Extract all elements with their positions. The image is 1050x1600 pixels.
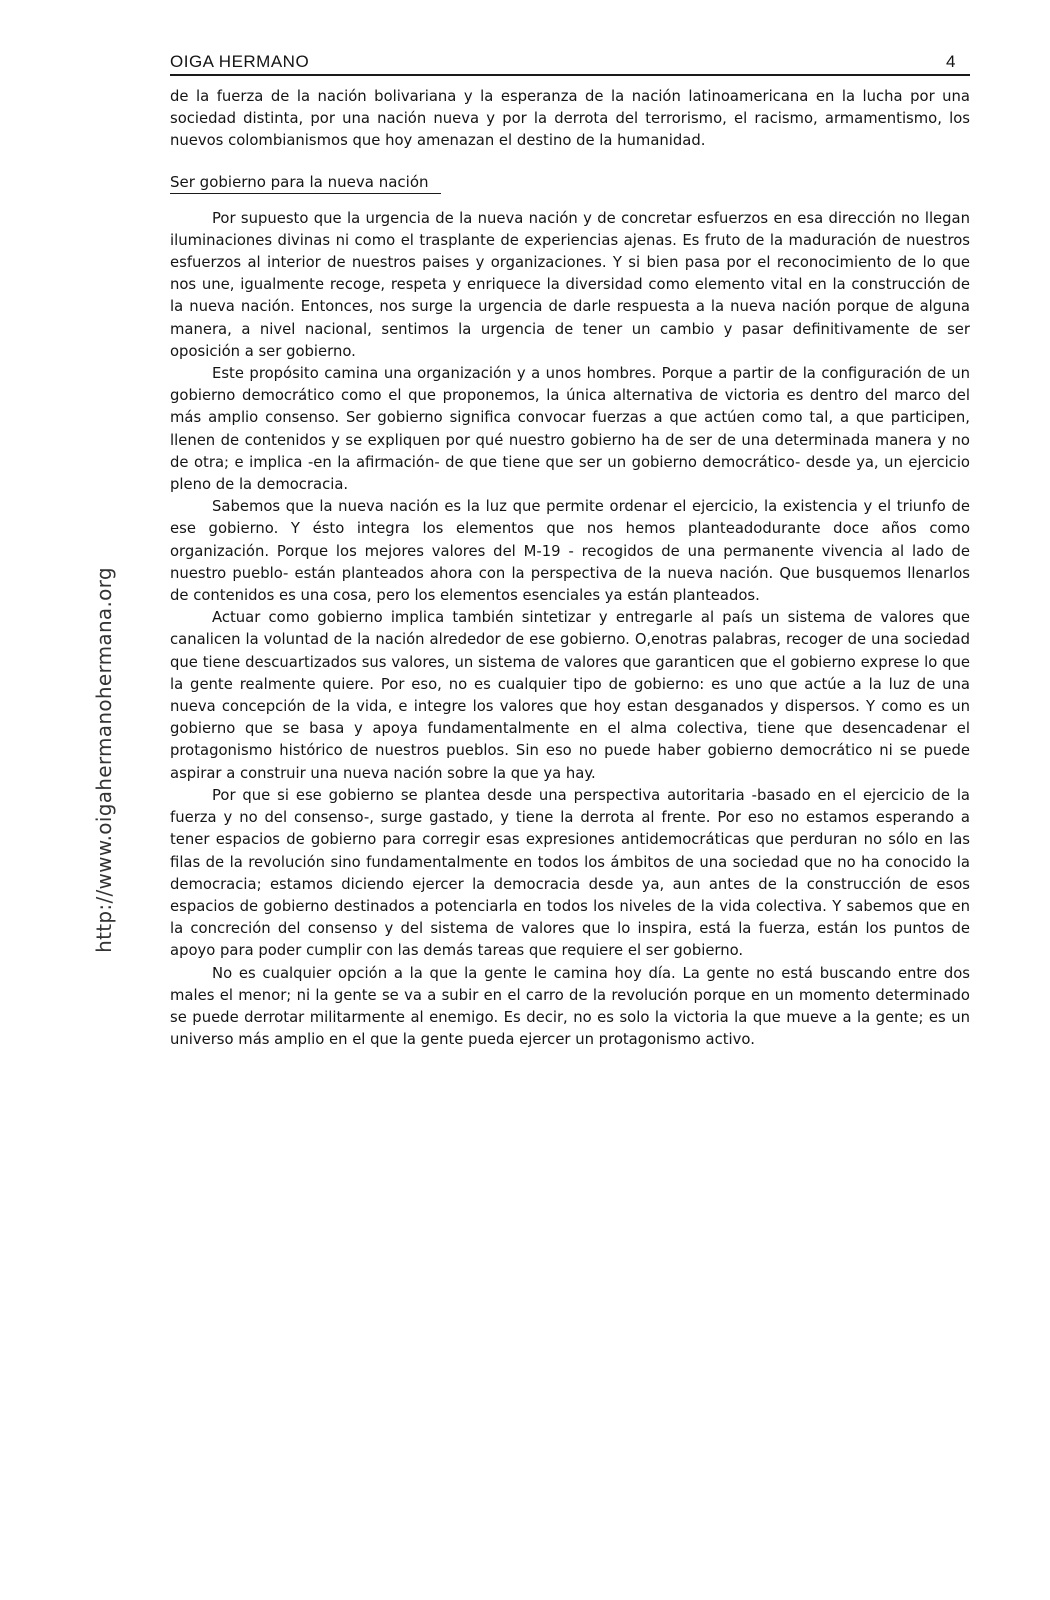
section-heading: Ser gobierno para la nueva nación bbox=[170, 171, 441, 194]
page-header bbox=[170, 52, 970, 76]
body-paragraph-5: Por que si ese gobierno se plantea desde una perspectiva autoritaria -basado en el ejercicio de la fuerza y no del consenso-, surge gastado, y tiene la derrota al frente. Por eso no estamos esperando a tener espacios de gobierno para corregir esas expresiones antidemocráticas que perduran no sólo en las filas de la revolución sino fundamentalmente en todos los ámbitos de una sociedad que no ha conocido la democracia; estamos diciendo ejercer la democracia desde ya, aun antes de la construcción de esos espacios de gobierno destinados a potenciarla en todos los niveles de la vida colectiva. Y sabemos que en la concreción del consenso y del sistema de valores que lo inspira, está la fuerza, están los puntos de apoyo para poder cumplir con las demás tareas que requiere el ser gobierno. bbox=[170, 786, 970, 960]
watermark-url: http://www.oigahermanohermana.org bbox=[92, 567, 116, 953]
body-paragraph-6: No es cualquier opción a la que la gente le camina hoy día. La gente no está buscando entre dos males el menor; ni la gente se va a subir en el carro de la revolución porque en un momento determinado se puede derrotar militarmente al enemigo. Es decir, no es solo la victoria la que mueve a la gente; es un universo más amplio en el que la gente pueda ejercer un protagonismo activo. bbox=[170, 964, 970, 1049]
running-title: OIGA HERMANO bbox=[170, 52, 310, 71]
body-paragraph-3: Sabemos que la nueva nación es la luz que permite ordenar el ejercicio, la existencia y el triunfo de ese gobierno. Y ésto integra los elementos que nos hemos planteadodurante doce años como organización. Porque los mejores valores del M-19 - recogidos de una permanente vivencia al lado de nuestro pueblo- están planteados ahora con la perspectiva de la nueva nación. Que busquemos llenarlos de contenidos es una cosa, pero los elementos esenciales ya están planteados. bbox=[170, 498, 970, 605]
body-paragraph-2: Este propósito camina una organización y a unos hombres. Porque a partir de la configuración de un gobierno democrático como el que proponemos, la única alternativa de victoria es dentro del marco del más amplio consenso. Ser gobierno significa convocar fuerzas a que actúen como tal, a que participen, llenen de contenidos y se expliquen por qué nuestro gobierno ha de ser de una determinada manera y no de otra; e implica -en la afirmación- de que tiene que ser un gobierno democrático- desde ya, un ejercicio pleno de la democracia. bbox=[170, 365, 970, 494]
intro-paragraph: de la fuerza de la nación bolivariana y la esperanza de la nación latinoamericana en la lucha por una sociedad distinta, por una nación nueva y por la derrota del terrorismo, el racismo, armamentismo, los nuevos colombianismos que hoy amenazan el destino de la humanidad. bbox=[170, 88, 970, 150]
document-page bbox=[170, 52, 970, 1051]
body-paragraph-1: Por supuesto que la urgencia de la nueva nación y de concretar esfuerzos en esa dirección no llegan iluminaciones divinas ni como el trasplante de experiencias ajenas. Es fruto de la maduración de nuestros esfuerzos al interior de nuestros paises y organizaciones. Y si bien pasa por el reconocimiento de lo que nos une, igualmente recoge, respeta y enriquece la diversidad como elemento vital en la construcción de la nueva nación. Entonces, nos surge la urgencia de darle respuesta a la nueva nación porque de alguna manera, a nivel nacional, sentimos la urgencia de tener un cambio y pasar definitivamente de ser oposición a ser gobierno. bbox=[170, 209, 970, 360]
body-paragraph-4: Actuar como gobierno implica también sintetizar y entregarle al país un sistema de valores que canalicen la voluntad de la nación alrededor de ese gobierno. O,enotras palabras, recoger de una sociedad que tiene descuartizados sus valores, un sistema de valores que garanticen que el gobierno exprese lo que la gente realmente quiere. Por eso, no es cualquier tipo de gobierno: es uno que actúe a la luz de una nueva concepción de la vida, e integre los valores que hoy estan desganados y dispersos. Y como es un gobierno que se basa y apoya fundamentalmente en el alma colectiva, tiene que desencadenar el protagonismo histórico de nuestros pueblos. Sin eso no puede haber gobierno democrático ni se puede aspirar a construir una nueva nación sobre la que ya hay. bbox=[170, 609, 970, 782]
page-number: 4 bbox=[946, 52, 956, 71]
